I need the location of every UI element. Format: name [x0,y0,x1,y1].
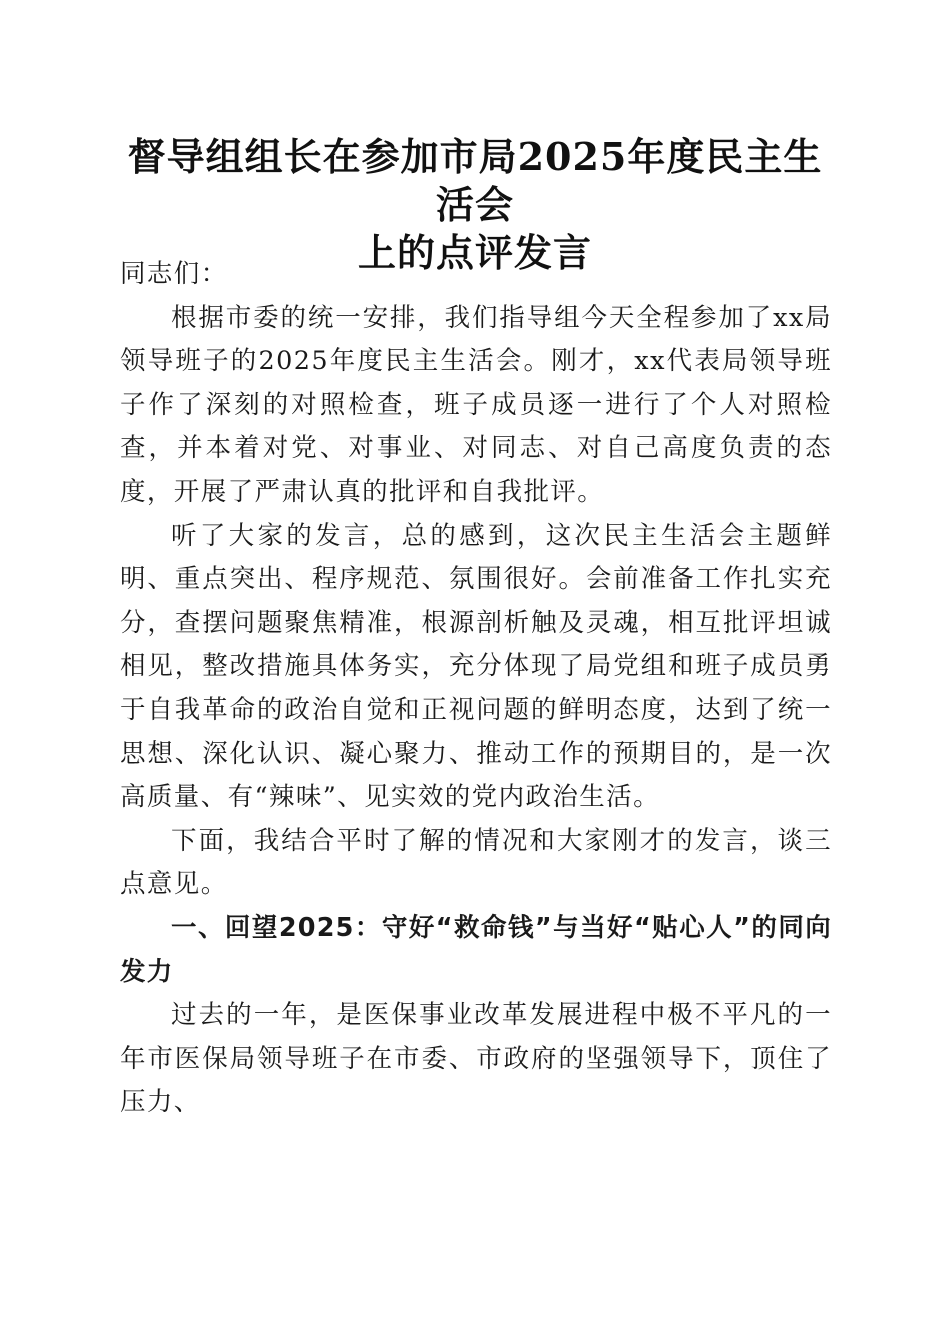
title-line-1: 督导组组长在参加市局2025年度民主生活会 [127,134,823,227]
document-body [120,253,832,1125]
paragraph-4: 过去的一年，是医保事业改革发展进程中极不平凡的一年市医保局领导班子在市委、市政府的坚强领导下，顶住了压力、 [120,1000,832,1118]
paragraph-3: 下面，我结合平时了解的情况和大家刚才的发言，谈三点意见。 [120,825,832,900]
title-line-2: 上的点评发言 [357,230,592,275]
salutation: 同志们： [120,259,228,289]
section-heading-1: 一、回望2025：守好“救命钱”与当好“贴心人”的同向发力 [120,912,832,987]
paragraph-2: 听了大家的发言，总的感到，这次民主生活会主题鲜明、重点突出、程序规范、氛围很好。会前准备工作扎实充分，查摆问题聚焦精准，根源剖析触及灵魂，相互批评坦诚相见，整改措施具体务实，充分体现了局党组和班子成员勇于自我革命的政治自觉和正视问题的鲜明态度，达到了统一思想、深化认识、凝心聚力、推动工作的预期目的，是一次高质量、有“辣味”、见实效的党内政治生活。 [120,520,832,813]
paragraph-1: 根据市委的统一安排，我们指导组今天全程参加了xx局领导班子的2025年度民主生活会。刚才，xx代表局领导班子作了深刻的对照检查，班子成员逐一进行了个人对照检查，并本着对党、对事业、对同志、对自己高度负责的态度，开展了严肃认真的批评和自我批评。 [120,302,832,507]
